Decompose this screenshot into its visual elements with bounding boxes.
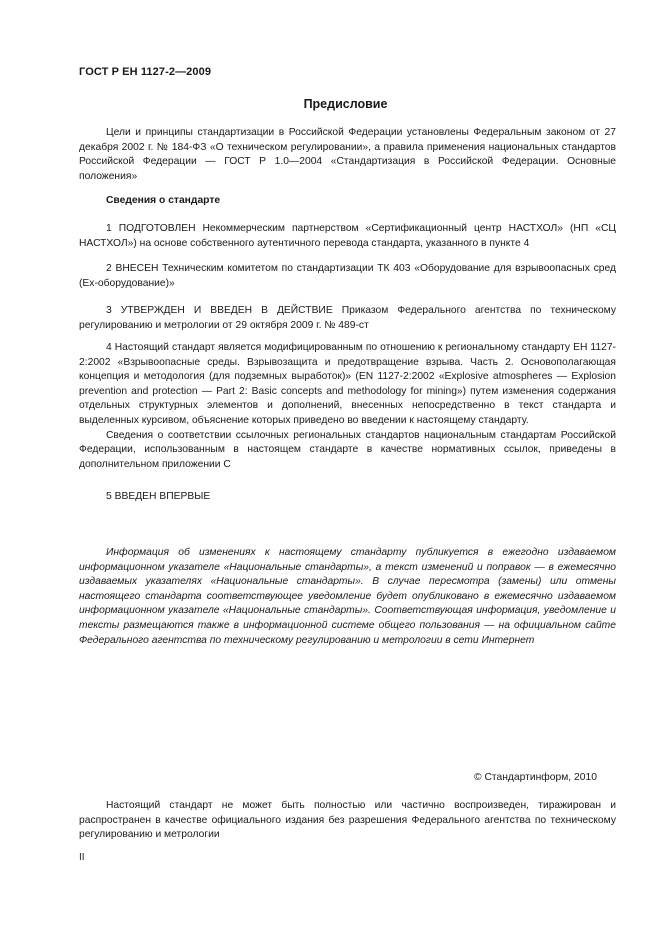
item-1-text: 1 ПОДГОТОВЛЕН Некоммерческим партнерством «Сертификационный центр НАСТХОЛ» (НП «СЦ НАСТХОЛ») на основе собственного аутентичного перевода стандарта, указанного в пункте 4	[79, 223, 616, 249]
item-5	[79, 490, 616, 505]
item-5-text: 5 ВВЕДЕН ВПЕРВЫЕ	[106, 491, 211, 502]
page-number: II	[79, 852, 85, 863]
info-heading: Сведения о стандарте	[106, 195, 221, 206]
item-3	[79, 304, 616, 333]
changes-notice-text: Информация об изменениях к настоящему стандарту публикуется в ежегодно издаваемом информационном указателе «Национальные стандарты», а текст изменений и поправок — в ежемесячно издаваемых указателях «Национальные стандарты». В случае пересмотра (замены) или отмены настоящего стандарта соответствующее уведомление будет опубликовано в ежемесячно издаваемом информационном указателе «Национальные стандарты». Соответствующая информация, уведомление и тексты размещаются также в информационной системе общего пользования — на официальном сайте Федерального агентства по техническому регулированию и метрологии в сети Интернет	[79, 547, 616, 646]
reproduction-notice	[79, 799, 616, 843]
standard-code: ГОСТ Р ЕН 1127-2—2009	[79, 66, 212, 78]
copyright: © Стандартинформ, 2010	[474, 772, 597, 783]
item-3-text: 3 УТВЕРЖДЕН И ВВЕДЕН В ДЕЙСТВИЕ Приказом Федерального агентства по техническому регулированию и метрологии от 29 октября 2009 г. № 489-ст	[79, 305, 616, 331]
intro-paragraph	[79, 126, 616, 184]
intro-text: Цели и принципы стандартизации в Российской Федерации установлены Федеральным законом от 27 декабря 2002 г. № 184-ФЗ «О техническом регулировании», а правила применения национальных стандартов Российской Федерации — ГОСТ Р 1.0—2004 «Стандартизация в Российской Федерации. Основные положения»	[79, 127, 616, 182]
item-1	[79, 222, 616, 251]
item-2-text: 2 ВНЕСЕН Техническим комитетом по стандартизации ТК 403 «Оборудование для взрывоопасных сред (Ех-оборудование)»	[79, 263, 616, 289]
changes-notice	[79, 546, 616, 648]
item-4-text: 4 Настоящий стандарт является модифицированным по отношению к региональному стандарту ЕН 1127-2:2002 «Взрывоопасные среды. Взрывозащита и предотвращение взрыва. Часть 2. Основополагающая концепция и методология (для подземных выработок)» (EN 1127-2:2002 «Explosive atmospheres — Explosion prevention and protection — Part 2: Basic concepts and methodology for mining») путем изменения содержания отдельных структурных элементов и дополнений, внесенных непосредственно в текст стандарта и выделенных курсивом, объяснение которых приведено во введении к настоящему стандарту.	[79, 342, 616, 426]
reproduction-notice-text: Настоящий стандарт не может быть полностью или частично воспроизведен, тиражирован и распространен в качестве официального издания без разрешения Федерального агентства по техническому регулированию и метрологии	[79, 800, 616, 841]
item-2	[79, 262, 616, 291]
page-title: Предисловие	[303, 97, 388, 111]
item-4-references-text: Сведения о соответствии ссылочных региональных стандартов национальным стандартам Российской Федерации, использованным в настоящем стандарте в качестве нормативных ссылок, приведены в дополнительном приложении С	[79, 429, 616, 470]
item-4	[79, 341, 616, 472]
